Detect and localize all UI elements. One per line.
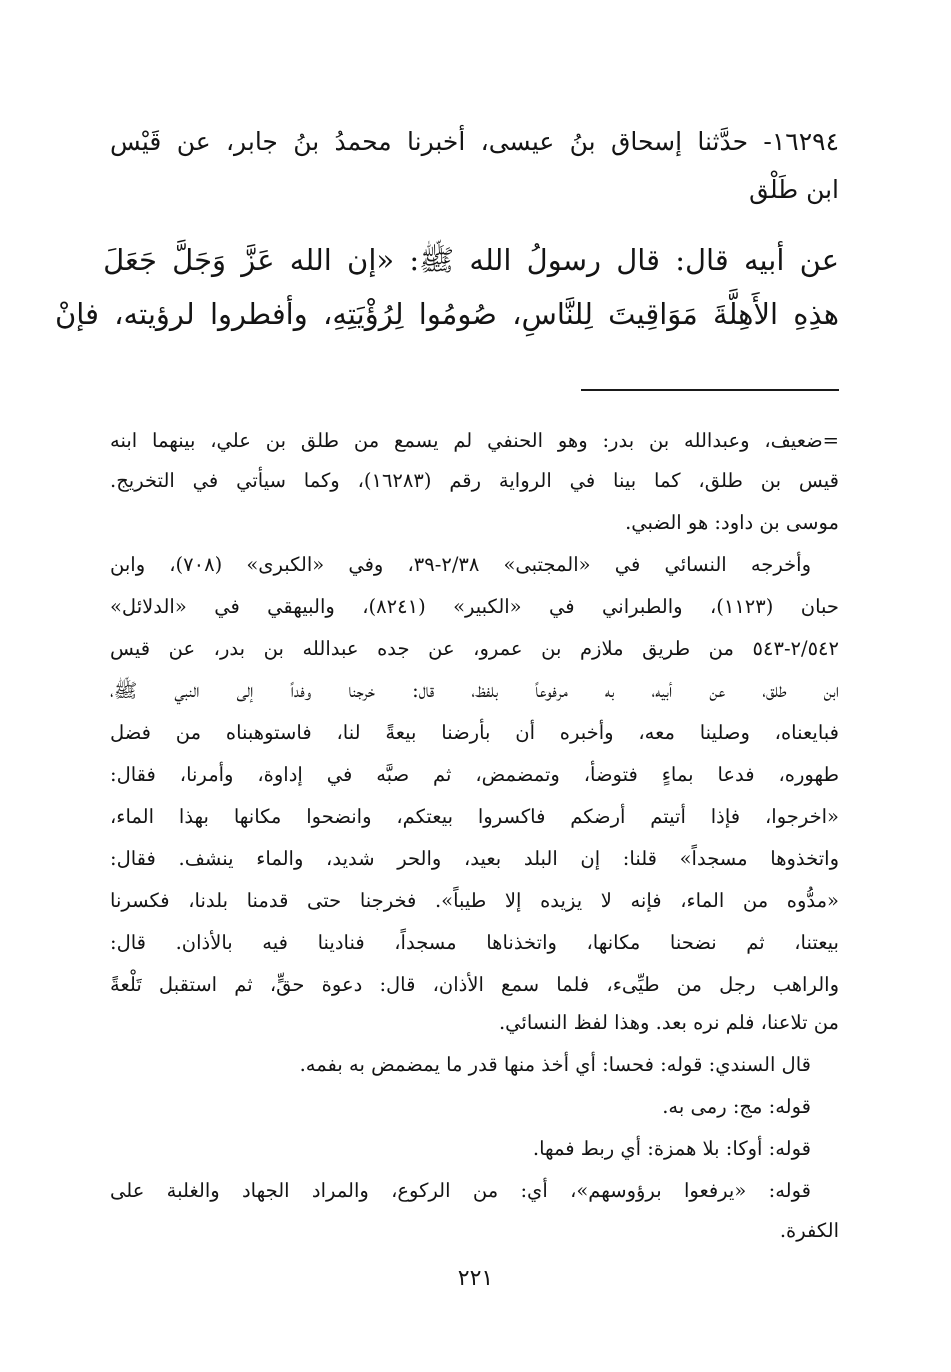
footnote-line: قوله: «يرفعوا برؤوسهم»، أي: من الركوع، والمراد الجهاد والغلبة على (110, 1179, 811, 1202)
footnote-line: طهوره، فدعا بماءٍ فتوضأ، وتمضمض، ثم صبَّه في إداوة، وأمرنا، فقال: (110, 763, 839, 786)
footnote-line: ٢/٥٤٢-٥٤٣ من طريق ملازم بن عمرو، عن جده عبدالله بن بدر، عن قيس (110, 637, 839, 660)
page-number: ٢٢١ (457, 1266, 494, 1291)
footnote-line: بيعتنا، ثم نضحنا مكانها، واتخذناها مسجداً، فنادينا فيه بالأذان. قال: (110, 931, 839, 954)
footnote-line: قال السندي: قوله: فحسا: أي أخذ منها قدر ما يمضمض به بفمه. (299, 1053, 811, 1076)
hadith-isnad-line: ابن طَلْق (749, 175, 839, 204)
footnote-line: من تلاعنا، فلم نره بعد. وهذا لفظ النسائي. (498, 1011, 839, 1034)
hadith-matn-line: عن أبيه قال: قال رسولُ الله ﷺ: «إن الله عَزَّ وَجَلَّ جَعَلَ (103, 243, 839, 277)
hadith-matn-line: هذِهِ الأَهِلَّةَ مَوَاقِيتَ لِلنَّاسِ، صُومُوا لِرُؤْيَتِهِ، وأفطروا لرؤيته، فإنْ (54, 297, 839, 331)
footnote-line: والراهب رجل من طيِّىء، فلما سمع الأذان، قال: دعوة حقٍّ، ثم استقبل تَلْعةً (110, 973, 839, 996)
footnote-line: وأخرجه النسائي في «المجتبى» ٢/٣٨-٣٩، وفي «الكبرى» (٧٠٨)، وابن (110, 553, 811, 576)
footnote-line: =ضعيف، وعبدالله بن بدر: وهو الحنفي لم يسمع من طلق بن علي، بينهما ابنه (110, 429, 839, 452)
footnote-line: قوله: مج: رمى به. (662, 1095, 811, 1118)
footnote-line: قوله: أوكا: بلا همزة: أي ربط فمها. (532, 1137, 811, 1160)
footnote-line: حبان (١١٢٣)، والطبراني في «الكبير» (٨٢٤١)، والبيهقي في «الدلائل» (110, 595, 839, 618)
footnote-line: فبايعناه، وصلينا معه، وأخبره أن بأرضنا بيعةً لنا، فاستوهبناه من فضل (110, 721, 839, 744)
footnote-line: واتخذوها مسجداً» قلنا: إن البلد بعيد، والحر شديد، والماء ينشف. فقال: (110, 847, 839, 870)
footnote-line: موسى بن داود: هو الضبي. (625, 511, 839, 534)
hadith-isnad-line: ١٦٢٩٤- حدَّثنا إسحاق بنُ عيسى، أخبرنا محمدُ بنُ جابر، عن قَيْس (110, 127, 839, 156)
footnote-divider (581, 389, 839, 391)
footnote-line: «اخرجوا، فإذا أتيتم أرضكم فاكسروا بيعتكم، وانضحوا مكانها بهذا الماء، (110, 805, 839, 828)
footnote-line: الكفرة. (779, 1219, 839, 1242)
footnote-line: ابن طلق، عن أبيه، به مرفوعاً بلفظ، قال: خرجنا وفداً إلى النبي ﷺ، (110, 679, 839, 702)
footnote-line: «مدُّوه من الماء، فإنه لا يزيده إلا طيباً». فخرجنا حتى قدمنا بلدنا، فكسرنا (110, 889, 839, 912)
footnote-line: قيس بن طلق، كما بينا في الرواية رقم (١٦٢٨٣)، وكما سيأتي في التخريج. (110, 469, 839, 492)
